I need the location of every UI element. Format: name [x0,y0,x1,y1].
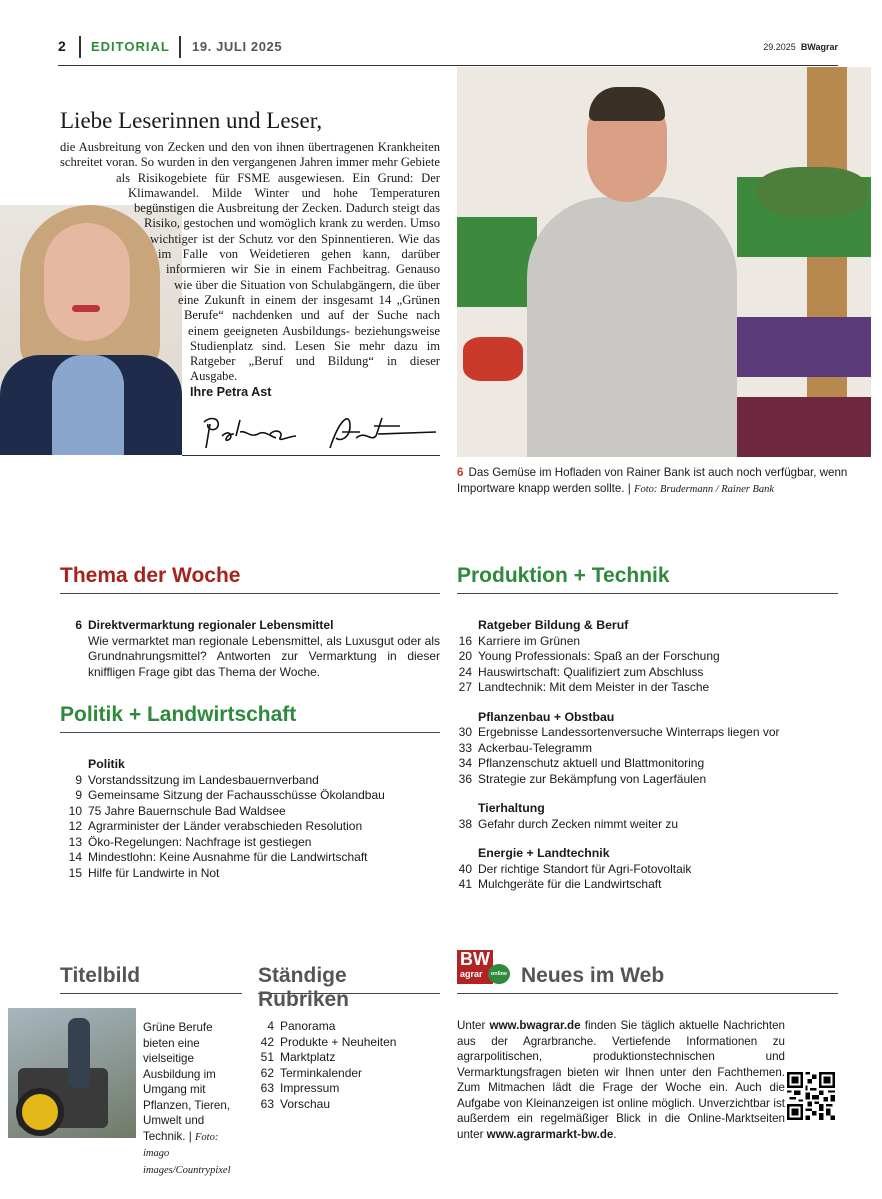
handwritten-signature [200,408,440,454]
list-item[interactable]: 34 Pflanzenschutz aktuell und Blattmonitoring [458,756,705,770]
farm-shop-photo [457,67,871,457]
rubriken-heading: Ständige Rubriken [258,964,440,994]
page-number: 2 [58,38,66,54]
editorial-signoff: Ihre Petra Ast [190,384,272,399]
cover-description: Grüne Berufe bieten eine vielseitige Ausbildung im Umgang mit Pflanzen, Tieren, Umwelt und Technik. | Foto: imago images/Countrypixel [143,1021,231,1176]
section-label: EDITORIAL [91,39,170,54]
editorial-text: die Ausbreitung von Zecken und den von ihnen übertragenen Krankheiten schreitet voran. So wurden in den vergangenen Jahren immer mehr Gebiete als Risikogebiete für FSME ausgewiesen. Ein Grund: Der Klimawandel. Milde Winter und hohe Temperaturen begünstigen die Ausbreitung der Zecken. Dadurch steigt das Risiko, gestochen und womöglich krank zu werden. Umso wichtiger ist der Schutz vor den Spinnentieren. Wie das im Falle von Weidetieren gehen kann, darüber informieren wir Sie in einem Fachbeitrag. Genauso wie über die Situation von Schulabgängern, die über eine Zukunft in einem der insgesamt 14 „Grünen Berufe“ nachdenken und auf der Suche nach einem geeigneten Ausbildungs- beziehungsweise Studienplatz sind. Lesen Sie mehr dazu im Ratgeber „Beruf und Bildung“ in dieser Ausgabe. [60,140,440,384]
list-item[interactable]: 40 Der richtige Standort für Agri-Fotovoltaik [458,861,692,876]
list-item[interactable]: 15 Hilfe für Landwirte in Not [68,865,220,880]
list-item[interactable]: 9 Gemeinsame Sitzung der Fachausschüsse Ökolandbau [75,788,385,802]
list-item[interactable]: 10 75 Jahre Bauernschule Bad Waldsee [68,803,286,818]
list-item[interactable]: 24 Hauswirtschaft: Qualifiziert zum Abschluss [458,664,704,679]
politik-heading: Politik + Landwirtschaft [60,703,440,733]
list-item[interactable]: 42 Produkte + Neuheiten [260,1034,397,1049]
photo-credit: Foto: imago images/Countrypixel [143,1131,231,1176]
list-item[interactable]: 36 Strategie zur Bekämpfung von Lagerfäulen [458,771,707,786]
photo-caption [457,465,857,497]
bwagrar-link[interactable]: www.bwagrar.de [489,1019,581,1032]
list-item[interactable]: 33 Ackerbau-Telegramm [458,740,593,755]
list-item[interactable]: 9 Vorstandssitzung im Landesbauernverband [75,772,319,787]
produktion-heading: Produktion + Technik [457,564,838,594]
web-heading: Neues im Web [457,964,838,994]
header-divider [79,36,81,58]
caption-separator: | [627,481,631,495]
list-item[interactable]: 63 Vorschau [260,1096,331,1111]
list-item[interactable]: 20 Young Professionals: Spaß an der Forschung [458,649,720,663]
page-header [58,36,838,66]
list-subheading: Politik [88,757,125,771]
list-item[interactable]: 30 Ergebnisse Landessortenversuche Winterraps liegen vor [458,725,780,739]
rubriken-list [252,1019,442,1112]
list-item[interactable]: 62 Terminkalender [260,1065,363,1080]
list-item[interactable]: 63 Impressum [260,1081,340,1095]
header-divider [179,36,181,58]
entry-description: Wie vermarktet man regionale Lebensmittel, als Luxusgut oder als Grundnahrungsmittel? Antworten zur Vermarktung in dieser kniffligen Frage gibt das Thema der Woche. [88,633,440,679]
produktion-list [450,618,840,893]
list-item[interactable]: 12 Agrarminister der Länder verabschieden Resolution [68,819,363,833]
caption-text: Das Gemüse im Hofladen von Rainer Bank ist auch noch verfügbar, wenn Importware knapp werden sollte. [457,466,848,495]
caption-separator: | [188,1129,192,1143]
issue-date: 19. JULI 2025 [192,39,283,54]
qr-code[interactable] [787,1072,835,1120]
entry-title: Direktvermarktung regionaler Lebensmittel [88,618,334,632]
editorial-body [60,140,440,400]
running-head: 29.2025 BWagrar [763,42,838,52]
thema-heading: Thema der Woche [60,564,440,594]
list-item[interactable]: 14 Mindestlohn: Keine Ausnahme für die Landwirtschaft [68,850,368,864]
cover-thumbnail[interactable] [8,1008,136,1138]
list-subheading: Pflanzenbau + Obstbau [478,709,615,724]
list-item[interactable]: 16 Karriere im Grünen [458,633,581,648]
photo-credit: Foto: Brudermann / Rainer Bank [634,483,775,495]
list-subheading: Ratgeber Bildung & Beruf [478,618,629,632]
politik-list [60,757,440,881]
list-item[interactable]: 13 Öko-Regelungen: Nachfrage ist gestiegen [68,834,312,849]
list-subheading: Tierhaltung [478,801,545,815]
signature-rule [182,455,440,456]
list-item[interactable]: 38 Gefahr durch Zecken nimmt weiter zu [458,816,679,831]
caption-page-ref: 6 [457,466,464,479]
agrarmarkt-link[interactable]: www.agrarmarkt-bw.de [486,1127,614,1141]
list-item[interactable]: 27 Landtechnik: Mit dem Meister in der Tasche [458,680,710,694]
entry-page: 6 [75,618,82,632]
list-item[interactable]: 41 Mulchgeräte für die Landwirtschaft [458,877,662,891]
bwagrar-online-logo: BW agrar online [457,950,509,984]
list-item[interactable]: 51 Marktplatz [260,1050,336,1064]
list-item[interactable]: 4 Panorama [267,1019,336,1033]
thema-entry[interactable] [60,618,440,680]
titelbild-heading: Titelbild [60,964,242,994]
editorial-greeting: Liebe Leserinnen und Leser, [60,108,323,133]
list-subheading: Energie + Landtechnik [478,846,610,860]
web-description: Unter www.bwagrar.de finden Sie täglich aktuelle Nachrichten aus der Agrarbranche. Vertiefende Informationen zu agrarpolitischen, produktionstechnischen und Vermarktungsfragen bieten wir Ihnen unter den Fachthemen. Zum Mitmachen lädt die Frage der Woche ein. Auch die Aufgabe von Kleinanzeigen ist online möglich. Unverzichtbar ist außerdem ein regelmäßiger Blick in die Online-Marktseiten unter www.agrarmarkt-bw.de. [457,1019,785,1141]
